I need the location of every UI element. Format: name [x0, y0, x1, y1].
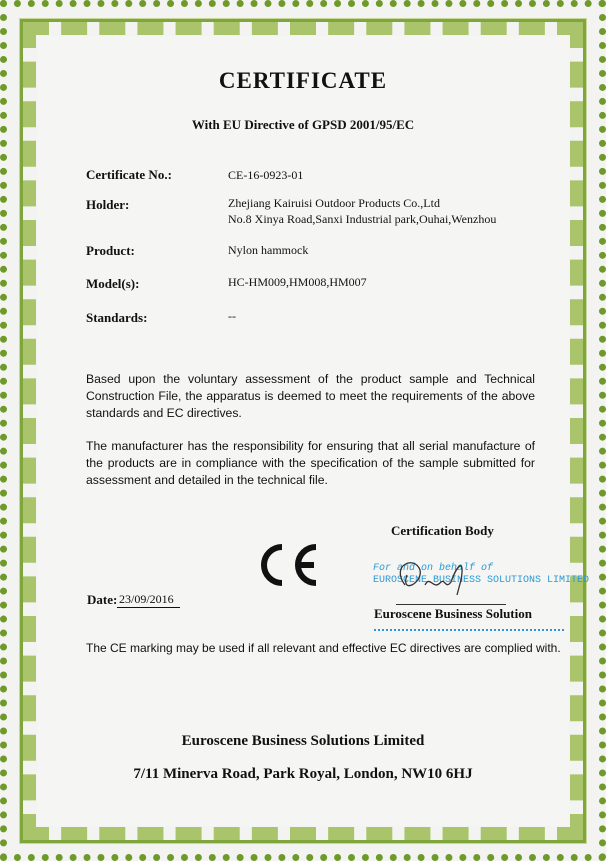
assessment-paragraph: Based upon the voluntary assessment of the product sample and Technical Construction File, the apparatus is deemed to meet the requirements of the above standards and EC directives. [86, 372, 535, 420]
ce-mark-icon [258, 543, 322, 587]
product-label: Product: [86, 243, 135, 258]
product-value: Nylon hammock [228, 243, 309, 257]
certificate-no-label: Certificate No.: [86, 167, 172, 182]
holder-label: Holder: [86, 197, 130, 212]
dotted-line [374, 629, 564, 631]
responsibility-paragraph: The manufacturer has the responsibility for ensuring that all serial manufacture of the products are in compliance with the specification of the sample submitted for assessment and detailed in the technical file. [86, 439, 535, 487]
holder-address: No.8 Xinya Road,Sanxi Industrial park,Ouhai,Wenzhou [228, 212, 497, 226]
certificate-body [37, 36, 569, 826]
models-label: Model(s): [86, 276, 140, 291]
certificate-no-value: CE-16-0923-01 [228, 168, 304, 182]
standards-value: -- [228, 309, 236, 323]
stamp-line2: EUROSCENE BUSINESS SOLUTIONS LIMITED [373, 575, 590, 586]
footer-address: 7/11 Minerva Road, Park Royal, London, NW10 6HJ [133, 766, 473, 782]
directive-subtitle: With EU Directive of GPSD 2001/95/EC [191, 117, 415, 132]
footer-company: Euroscene Business Solutions Limited [181, 733, 425, 749]
date-label: Date: [87, 592, 118, 607]
models-value: HC-HM009,HM008,HM007 [228, 275, 367, 289]
standards-label: Standards: [86, 310, 148, 325]
ce-marking-note: The CE marking may be used if all relevant and effective EC directives are complied with. [86, 641, 561, 655]
signature [385, 555, 485, 605]
date-value: 23/09/2016 [117, 592, 180, 608]
certificate-title: CERTIFICATE [218, 68, 388, 93]
certification-body-label: Certification Body [391, 523, 494, 538]
holder-name: Zhejiang Kairuisi Outdoor Products Co.,Ltd [228, 196, 440, 210]
signature-line [396, 604, 506, 605]
signatory-name: Euroscene Business Solution [374, 606, 532, 621]
stamp-line1: For and on behalf of [373, 563, 494, 574]
